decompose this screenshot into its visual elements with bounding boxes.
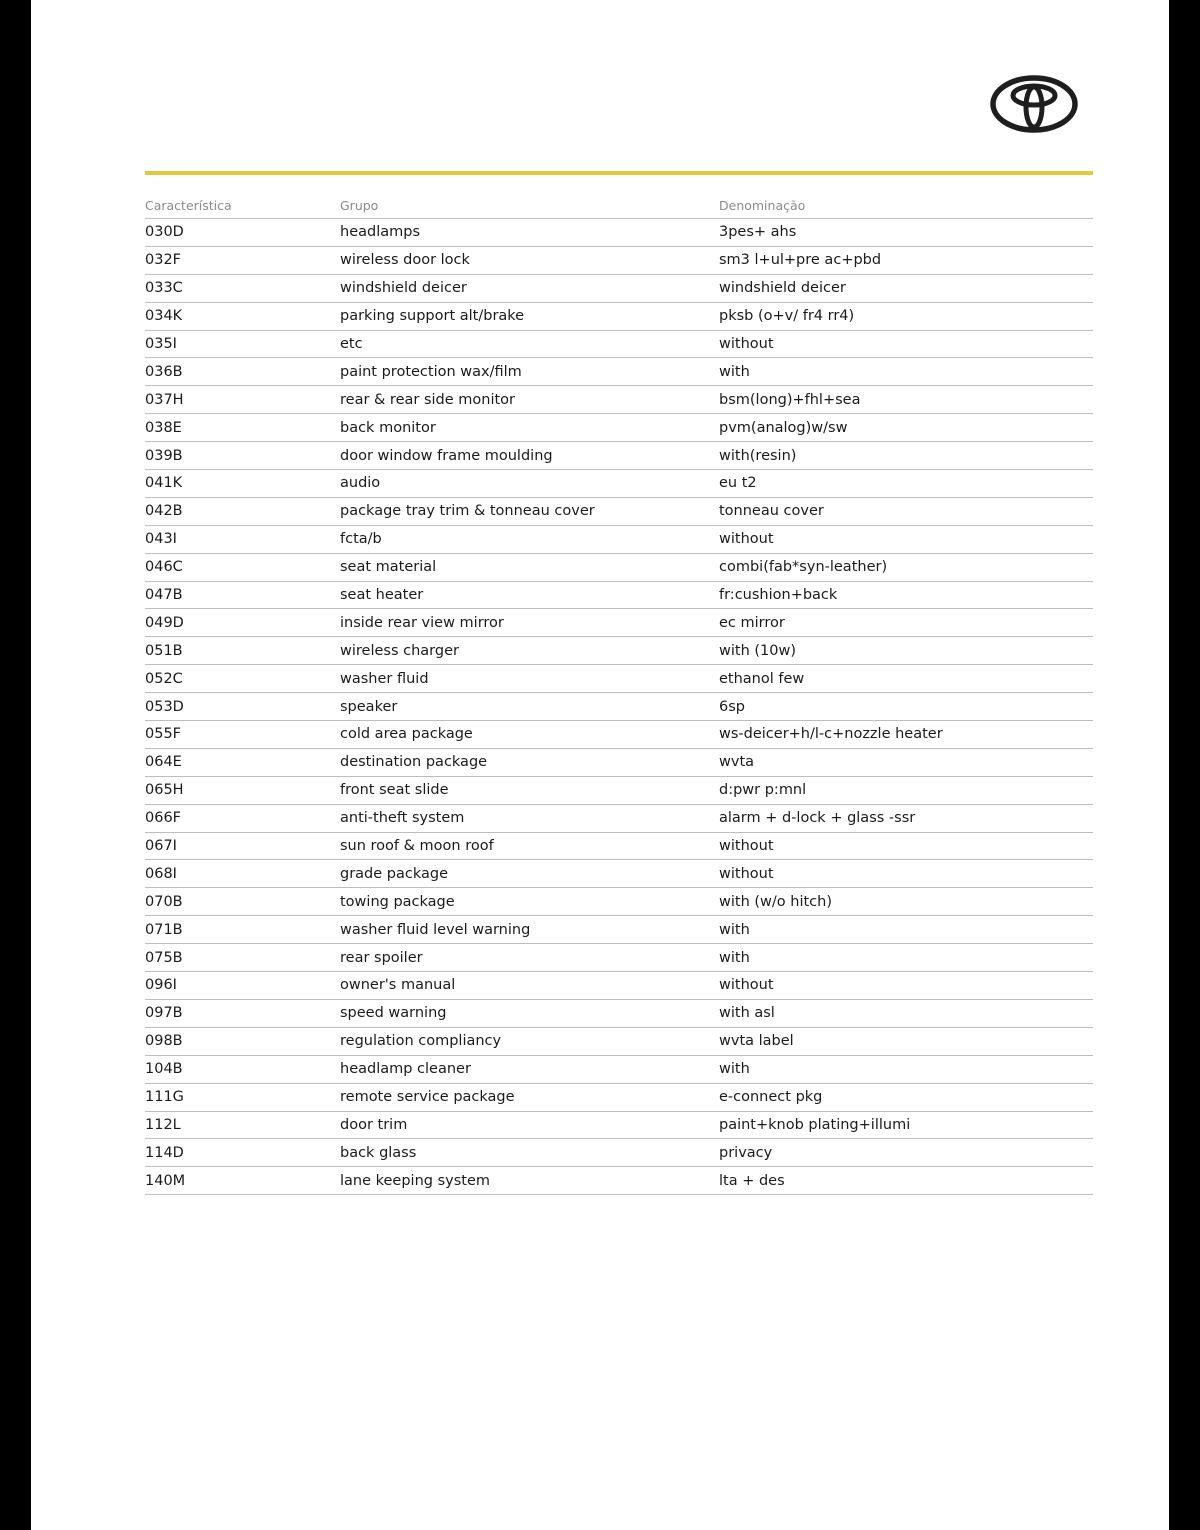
cell-group: door trim xyxy=(340,1111,719,1139)
cell-designation: sm3 l+ul+pre ac+pbd xyxy=(719,246,1093,274)
table-row xyxy=(145,581,1093,609)
cell-designation: 3pes+ ahs xyxy=(719,219,1093,247)
cell-group: headlamps xyxy=(340,219,719,247)
cell-group: washer fluid level warning xyxy=(340,916,719,944)
table-row xyxy=(145,1139,1093,1167)
cell-group: anti-theft system xyxy=(340,804,719,832)
table-row xyxy=(145,525,1093,553)
cell-designation: with(resin) xyxy=(719,442,1093,470)
cell-group: paint protection wax/film xyxy=(340,358,719,386)
cell-designation: ethanol few xyxy=(719,665,1093,693)
cell-code: 104B xyxy=(145,1055,340,1083)
table-row xyxy=(145,553,1093,581)
table-row xyxy=(145,832,1093,860)
cell-designation: wvta xyxy=(719,748,1093,776)
cell-code: 036B xyxy=(145,358,340,386)
cell-group: speaker xyxy=(340,693,719,721)
cell-group: cold area package xyxy=(340,721,719,749)
cell-code: 066F xyxy=(145,804,340,832)
cell-designation: without xyxy=(719,860,1093,888)
cell-group: headlamp cleaner xyxy=(340,1055,719,1083)
header-divider xyxy=(145,171,1093,175)
cell-group: package tray trim & tonneau cover xyxy=(340,497,719,525)
cell-designation: with xyxy=(719,944,1093,972)
table-row xyxy=(145,776,1093,804)
table-body xyxy=(145,219,1093,1195)
cell-group: audio xyxy=(340,470,719,498)
cell-code: 075B xyxy=(145,944,340,972)
cell-designation: bsm(long)+fhl+sea xyxy=(719,386,1093,414)
cell-group: door window frame moulding xyxy=(340,442,719,470)
cell-code: 032F xyxy=(145,246,340,274)
cell-group: inside rear view mirror xyxy=(340,609,719,637)
toyota-logo-icon xyxy=(990,74,1078,134)
cell-designation: with xyxy=(719,1055,1093,1083)
specification-table xyxy=(145,193,1093,1195)
cell-code: 067I xyxy=(145,832,340,860)
cell-group: regulation compliancy xyxy=(340,1027,719,1055)
table-row xyxy=(145,302,1093,330)
table-row xyxy=(145,1055,1093,1083)
table-header-row xyxy=(145,193,1093,219)
cell-code: 064E xyxy=(145,748,340,776)
cell-code: 047B xyxy=(145,581,340,609)
cell-group: washer fluid xyxy=(340,665,719,693)
cell-designation: privacy xyxy=(719,1139,1093,1167)
table-row xyxy=(145,721,1093,749)
cell-group: fcta/b xyxy=(340,525,719,553)
cell-designation: eu t2 xyxy=(719,470,1093,498)
cell-code: 041K xyxy=(145,470,340,498)
table-row xyxy=(145,693,1093,721)
cell-group: remote service package xyxy=(340,1083,719,1111)
cell-code: 071B xyxy=(145,916,340,944)
cell-designation: with (w/o hitch) xyxy=(719,888,1093,916)
cell-designation: with asl xyxy=(719,999,1093,1027)
column-header-denominacao: Denominação xyxy=(719,193,1093,219)
cell-group: front seat slide xyxy=(340,776,719,804)
cell-code: 051B xyxy=(145,637,340,665)
cell-code: 111G xyxy=(145,1083,340,1111)
table-row xyxy=(145,358,1093,386)
table-row xyxy=(145,665,1093,693)
cell-code: 070B xyxy=(145,888,340,916)
cell-group: destination package xyxy=(340,748,719,776)
cell-group: wireless door lock xyxy=(340,246,719,274)
table-row xyxy=(145,386,1093,414)
cell-code: 053D xyxy=(145,693,340,721)
cell-group: seat material xyxy=(340,553,719,581)
cell-group: towing package xyxy=(340,888,719,916)
cell-group: back glass xyxy=(340,1139,719,1167)
cell-designation: pksb (o+v/ fr4 rr4) xyxy=(719,302,1093,330)
cell-designation: combi(fab*syn-leather) xyxy=(719,553,1093,581)
table-row xyxy=(145,637,1093,665)
table-row xyxy=(145,804,1093,832)
cell-group: parking support alt/brake xyxy=(340,302,719,330)
table-row xyxy=(145,748,1093,776)
cell-designation: without xyxy=(719,832,1093,860)
table-row xyxy=(145,274,1093,302)
table-row xyxy=(145,219,1093,247)
cell-code: 033C xyxy=(145,274,340,302)
cell-group: seat heater xyxy=(340,581,719,609)
cell-designation: pvm(analog)w/sw xyxy=(719,414,1093,442)
cell-code: 034K xyxy=(145,302,340,330)
column-header-caracteristica: Característica xyxy=(145,193,340,219)
cell-group: rear spoiler xyxy=(340,944,719,972)
table-row xyxy=(145,888,1093,916)
table-row xyxy=(145,497,1093,525)
cell-code: 052C xyxy=(145,665,340,693)
cell-code: 030D xyxy=(145,219,340,247)
table-row xyxy=(145,414,1093,442)
cell-designation: e-connect pkg xyxy=(719,1083,1093,1111)
cell-designation: paint+knob plating+illumi xyxy=(719,1111,1093,1139)
cell-code: 065H xyxy=(145,776,340,804)
cell-designation: without xyxy=(719,525,1093,553)
cell-designation: with xyxy=(719,916,1093,944)
cell-designation: windshield deicer xyxy=(719,274,1093,302)
cell-code: 068I xyxy=(145,860,340,888)
table-row xyxy=(145,330,1093,358)
cell-code: 097B xyxy=(145,999,340,1027)
cell-code: 096I xyxy=(145,972,340,1000)
column-header-grupo: Grupo xyxy=(340,193,719,219)
cell-code: 042B xyxy=(145,497,340,525)
table-row xyxy=(145,916,1093,944)
cell-group: sun roof & moon roof xyxy=(340,832,719,860)
cell-designation: with (10w) xyxy=(719,637,1093,665)
table-row xyxy=(145,944,1093,972)
scrollbar-track[interactable] xyxy=(1169,0,1200,1530)
table-row xyxy=(145,246,1093,274)
cell-group: grade package xyxy=(340,860,719,888)
cell-designation: alarm + d-lock + glass -ssr xyxy=(719,804,1093,832)
table-row xyxy=(145,860,1093,888)
table-row xyxy=(145,1111,1093,1139)
cell-code: 098B xyxy=(145,1027,340,1055)
cell-designation: fr:cushion+back xyxy=(719,581,1093,609)
cell-code: 038E xyxy=(145,414,340,442)
cell-code: 114D xyxy=(145,1139,340,1167)
cell-group: etc xyxy=(340,330,719,358)
table-row xyxy=(145,1167,1093,1195)
cell-designation: ws-deicer+h/l-c+nozzle heater xyxy=(719,721,1093,749)
cell-group: lane keeping system xyxy=(340,1167,719,1195)
cell-code: 112L xyxy=(145,1111,340,1139)
cell-designation: d:pwr p:mnl xyxy=(719,776,1093,804)
cell-code: 043I xyxy=(145,525,340,553)
cell-designation: wvta label xyxy=(719,1027,1093,1055)
cell-group: windshield deicer xyxy=(340,274,719,302)
cell-code: 046C xyxy=(145,553,340,581)
table-row xyxy=(145,972,1093,1000)
cell-code: 035I xyxy=(145,330,340,358)
cell-code: 049D xyxy=(145,609,340,637)
cell-group: back monitor xyxy=(340,414,719,442)
table-row xyxy=(145,470,1093,498)
cell-designation: without xyxy=(719,330,1093,358)
cell-code: 039B xyxy=(145,442,340,470)
table-row xyxy=(145,609,1093,637)
table-row xyxy=(145,442,1093,470)
cell-designation: ec mirror xyxy=(719,609,1093,637)
cell-group: owner's manual xyxy=(340,972,719,1000)
table-row xyxy=(145,1083,1093,1111)
cell-group: wireless charger xyxy=(340,637,719,665)
cell-code: 055F xyxy=(145,721,340,749)
cell-designation: tonneau cover xyxy=(719,497,1093,525)
cell-designation: lta + des xyxy=(719,1167,1093,1195)
cell-designation: without xyxy=(719,972,1093,1000)
cell-code: 037H xyxy=(145,386,340,414)
cell-group: rear & rear side monitor xyxy=(340,386,719,414)
cell-designation: with xyxy=(719,358,1093,386)
cell-designation: 6sp xyxy=(719,693,1093,721)
cell-group: speed warning xyxy=(340,999,719,1027)
cell-code: 140M xyxy=(145,1167,340,1195)
table-row xyxy=(145,1027,1093,1055)
table-row xyxy=(145,999,1093,1027)
